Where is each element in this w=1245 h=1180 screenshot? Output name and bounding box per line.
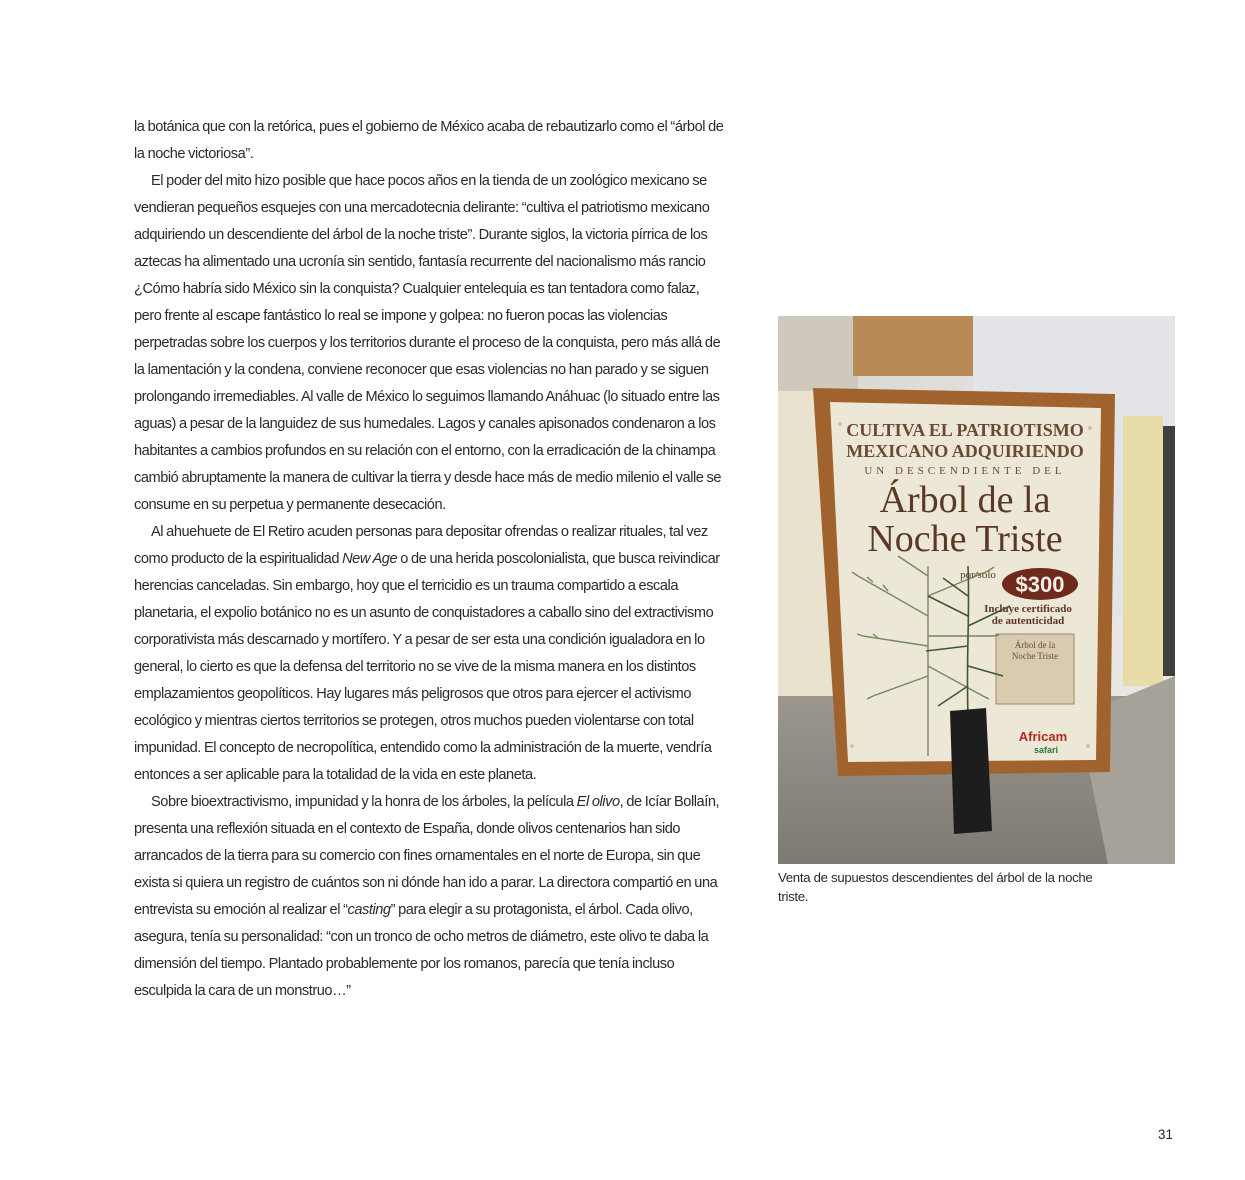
paragraph-1: la botánica que con la retórica, pues el gobierno de México acaba de rebautizarlo como el “árbol de la noche victoriosa”.: [134, 119, 724, 162]
sign-small-2: Noche Triste: [1011, 651, 1059, 661]
sign-brand-1: Africam: [1018, 729, 1068, 744]
figure-caption: Venta de supuestos descendientes del árbol de la noche triste.: [778, 870, 1093, 904]
paragraph-3: [134, 519, 726, 789]
sign-title-1: Árbol de la: [879, 479, 1051, 521]
paragraph-2: El poder del mito hizo posible que hace pocos años en la tienda de un zoológico mexicano se vendieran pequeños esquejes con una mercadotecnia delirante: “cultiva el patriotismo mexicano adquiriendo un descendiente del árbol de la noche triste”. Durante siglos, la victoria pírrica de los aztecas ha alimentado una ucronía sin sentido, fantasía recurrente del nacionalismo más rancio ¿Cómo habría sido México sin la conquista? Cualquier entelequia es tan tentadora como falaz, pero frente al escape fantástico lo real se impone y golpea: no fueron pocas las violencias perpetradas sobre los cuerpos y los territorios durante el proceso de la conquista, pero más allá de la lamentación y la condena, conviene reconocer que esas violencias no han parado y se siguen prolongando irremediables. Al valle de México lo seguimos llamando Anáhuac (lo situado entre las aguas) a pesar de la languidez de sus humedales. Lagos y canales apisonados condenaron a los habitantes a cambios profundos en su relación con el entorno, con la erradicación de la chinampa cambió abruptamente la manera de cultivar la tierra y desde hace más de medio milenio el valle se consume en su perpetua y permanente desecación.: [134, 173, 722, 513]
paragraph-4: [134, 789, 726, 1005]
sign-title-2: Noche Triste: [867, 518, 1063, 560]
photo-sign-and-sapling: [778, 316, 1175, 864]
sign-price: $300: [1015, 572, 1065, 597]
sign-line-1: CULTIVA EL PATRIOTISMO: [846, 420, 1084, 440]
sign-brand-2: safari: [1033, 745, 1059, 755]
window-frame: [853, 316, 973, 376]
body-text: [134, 114, 726, 1005]
photo-figure: [778, 316, 1175, 864]
page-number: 31: [1158, 1127, 1174, 1142]
sign-cert-2: de autenticidad: [991, 615, 1065, 627]
sign-line-3: UN DESCENDIENTE DEL: [864, 465, 1066, 477]
wall-notice: [778, 316, 858, 396]
paragraph-4-italic-casting: casting: [347, 902, 391, 918]
paragraph-4-text-c: ” para elegir a su protagonista, el árbol. Cada olivo, asegura, tenía su personalidad: “con un tronco de ocho metros de diámetro, este olivo te daba la dimensión del tiempo. Plantado probablemente por los romanos, parecía que tenía incluso esculpida la cara de un monstruo…”: [134, 902, 709, 999]
paragraph-4-text-a: Sobre bioextractivismo, impunidad y la honra de los árboles, la película: [151, 794, 577, 810]
paragraph-3-text-a: Al ahuehuete de El Retiro acuden personas para depositar ofrendas o realizar rituales, tal vez como producto de la espiritualidad: [134, 524, 708, 567]
paragraph-3-italic: New Age: [342, 551, 398, 567]
sign-small-1: Árbol de la: [1014, 640, 1056, 650]
paragraph-4-text-b: , de Icíar Bollaín, presenta una reflexión situada en el contexto de España, donde olivos centenarios han sido arrancados de la tierra para su comercio con fines ornamentales en el norte de Europa, sin que exista si quiera un registro de cuántos son ni dónde han ido a parar. La directora compartió en una entrevista su emoción al realizar el “: [134, 794, 720, 918]
sign-line-2: MEXICANO ADQUIRIENDO: [846, 441, 1084, 461]
right-door-frame: [1123, 416, 1163, 686]
plant-pot: [950, 708, 992, 834]
sign-cert-1: Incluye certificado: [984, 603, 1072, 615]
sign-por-solo: por solo: [960, 569, 996, 581]
paragraph-3-text-b: o de una herida poscolonialista, que busca reivindicar herencias canceladas. Sin embargo, hoy que el terricidio es un trauma compartido a escala planetaria, el expolio botánico no es un asunto de conquistadores a caballo sino del extractivismo corporativista más descarnado y mortífero. Y a pesar de ser esta una condición igualadora en lo general, lo cierto es que la defensa del territorio no se vive de la misma manera en los distintos emplazamientos geopolíticos. Hay lugares más peligrosos que otros para ejercer el activismo ecológico y mientras ciertos territorios se protegen, otros muchos pueden violentarse con total impunidad. El concepto de necropolítica, entendido como la administración de la muerte, vendría entonces a ser aplicable para la totalidad de la vida en este planeta.: [134, 551, 720, 783]
paragraph-4-italic-film: El olivo: [576, 794, 620, 810]
